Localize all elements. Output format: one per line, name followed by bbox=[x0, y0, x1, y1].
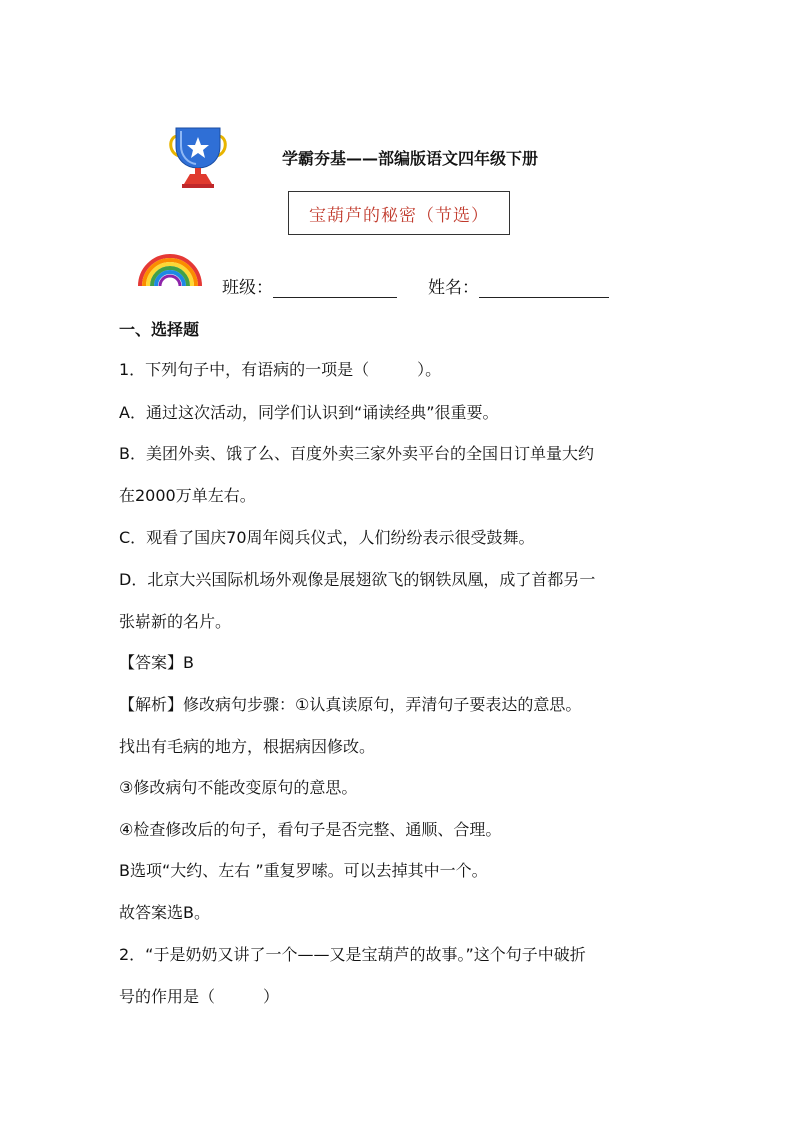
option-b-line-1: B．美团外卖、饿了么、百度外卖三家外卖平台的全国日订单量大约 bbox=[119, 444, 594, 463]
name-field bbox=[428, 273, 609, 298]
class-field bbox=[222, 273, 397, 298]
analysis-conclusion: 故答案选B。 bbox=[119, 903, 210, 922]
option-c: C．观看了国庆70周年阅兵仪式，人们纷纷表示很受鼓舞。 bbox=[119, 528, 535, 547]
lesson-title-box bbox=[288, 191, 510, 235]
analysis-line-2: 找出有毛病的地方，根据病因修改。 bbox=[119, 737, 376, 756]
option-b-line-2: 在2000万单左右。 bbox=[119, 486, 256, 505]
analysis-line-1: 【解析】修改病句步骤：①认真读原句，弄清句子要表达的意思。 bbox=[119, 695, 582, 714]
question-2-line-2: 号的作用是（ ） bbox=[119, 987, 280, 1006]
class-label: 班级： bbox=[222, 278, 273, 298]
name-label: 姓名： bbox=[428, 278, 479, 298]
answer: 【答案】B bbox=[119, 653, 194, 672]
analysis-line-4: ④检查修改后的句子，看句子是否完整、通顺、合理。 bbox=[119, 820, 502, 839]
analysis-line-5: B选项“大约、左右 ”重复罗嗦。可以去掉其中一个。 bbox=[119, 861, 488, 880]
analysis-line-3: ③修改病句不能改变原句的意思。 bbox=[119, 778, 358, 797]
option-a: A．通过这次活动，同学们认识到“诵读经典”很重要。 bbox=[119, 403, 499, 422]
name-blank[interactable] bbox=[479, 279, 609, 298]
question-1-stem: 1．下列句子中，有语病的一项是（ ）。 bbox=[119, 360, 442, 379]
option-d-line-2: 张崭新的名片。 bbox=[119, 612, 232, 631]
question-2-line-1: 2．“于是奶奶又讲了一个——又是宝葫芦的故事。”这个句子中破折 bbox=[119, 945, 586, 964]
rainbow-icon bbox=[134, 246, 206, 288]
trophy-icon bbox=[166, 126, 230, 190]
header-title: 学霸夯基——部编版语文四年级下册 bbox=[282, 149, 539, 168]
option-d-line-1: D．北京大兴国际机场外观像是展翅欲飞的钢铁凤凰，成了首都另一 bbox=[119, 570, 596, 589]
section-heading: 一、选择题 bbox=[119, 320, 200, 339]
class-blank[interactable] bbox=[273, 279, 397, 298]
lesson-title: 宝葫芦的秘密（节选） bbox=[309, 205, 489, 226]
